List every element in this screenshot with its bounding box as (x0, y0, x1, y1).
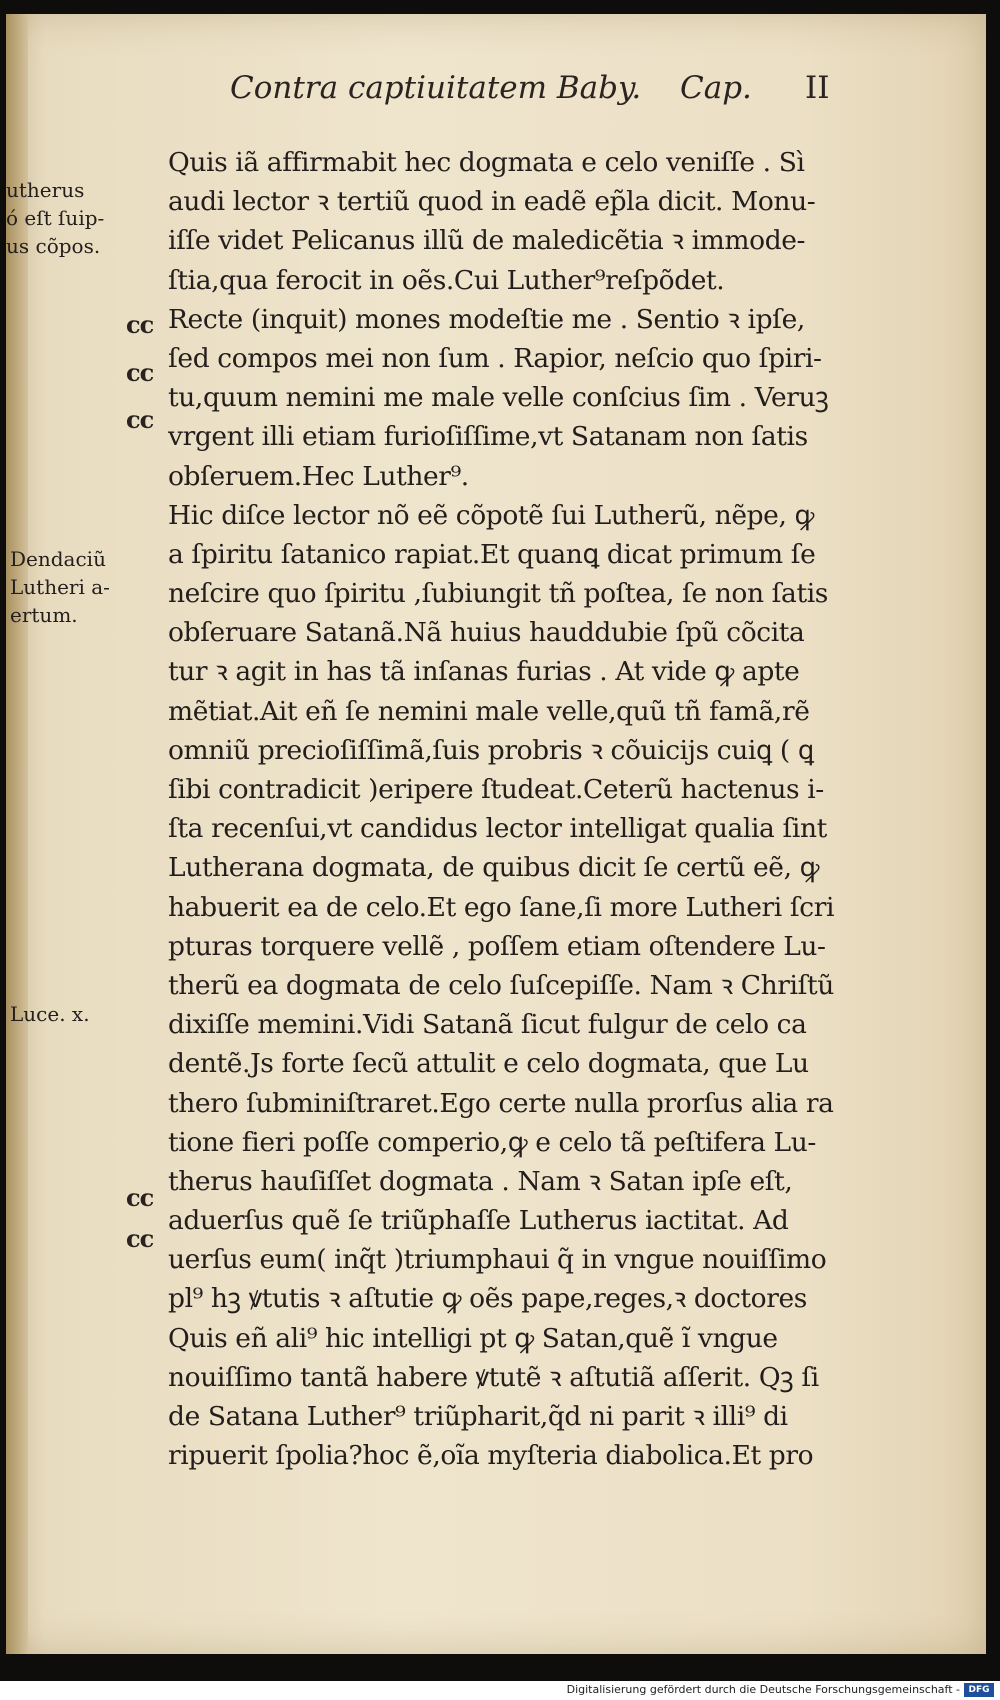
text-line: Lutherana dogmata, de quibus dicit ſe certũ eẽ, ꝙ (168, 852, 820, 884)
text-line: ſibi contradicit )eripere ſtudeat.Ceterũ hactenus i- (168, 774, 824, 805)
text-line: Recte (inquit) mones modeſtie me . Sentio ꝛ ipſe, (168, 303, 805, 335)
text-line: nouiſſimo tantã habere ꝟtutẽ ꝛ aſtutiã aſſerit. Qꝫ ſi (168, 1361, 819, 1393)
margin-note-line: Luce. x. (10, 1002, 90, 1026)
text-line: thero ſubminiſtraret.Ego certe nulla prorſus alia ra (168, 1087, 834, 1119)
text-line: ſtia,qua ferocit in oẽs.Cui Luther⁹reſpõdet. (168, 264, 725, 296)
text-line: tu,quum nemini me male velle conſcius ſim . Veruꝫ (168, 382, 829, 414)
quotation-mark: cc (126, 405, 154, 434)
text-line: Hic diſce lector nõ eẽ cõpotẽ ſui Lutherũ, nẽpe, ꝙ (168, 499, 815, 531)
funding-credit: Digitalisierung gefördert durch die Deutsche Forschungsgemeinschaft - (566, 1683, 960, 1696)
page-number: II (805, 70, 830, 106)
text-line: aduerſus quẽ ſe triũphaſſe Lutherus iactitat. Ad (168, 1205, 789, 1237)
margin-note-line: ertum. (10, 603, 78, 627)
margin-note-line: us cõpos. (6, 234, 101, 258)
running-head-title: Contra captiuitatem Baby. (230, 70, 642, 106)
text-line: therus hauſiſſet dogmata . Nam ꝛ Satan ipſe eſt, (168, 1165, 793, 1197)
text-line: tione fieri poſſe comperio,ꝙ e celo tã peſtifera Lu- (168, 1126, 816, 1158)
text-line: ſed compos mei non ſum . Rapior, neſcio quo ſpiri- (168, 342, 822, 374)
text-line: tur ꝛ agit in has tã inſanas furias . At vide ꝙ apte (168, 656, 800, 688)
margin-note-line: Dendaciũ (10, 547, 106, 571)
text-line: omniũ precioſiſſimã,ſuis probris ꝛ cõuicijs cuiꝗ ( ꝗ (168, 734, 814, 766)
body-text (168, 143, 948, 1475)
text-line: ripuerit ſpolia?hoc ẽ,oĩa myſteria diabolica.Et pro (168, 1440, 814, 1472)
margin-note-line: ó eſt ſuip- (6, 206, 105, 230)
text-line: Quis iã affirmabit hec dogmata e celo veniſſe . Sì (168, 147, 805, 178)
text-line: obſeruem.Hec Luther⁹. (168, 460, 469, 492)
dfg-logo: DFG (964, 1683, 994, 1697)
text-line: iſſe videt Pelicanus illũ de maledicẽtia ꝛ immode- (168, 225, 806, 257)
digitization-footer (0, 1681, 1000, 1700)
text-line: dentẽ.Js forte ſecũ attulit e celo dogmata, que Lu (168, 1048, 809, 1080)
margin-note-lutherus-est-sui-compos (6, 176, 104, 260)
text-line: ſta recenſui,vt candidus lector intelligat qualia ſint (168, 813, 827, 845)
quotation-mark: cc (126, 358, 154, 387)
text-line: audi lector ꝛ tertiũ quod in eadẽ ep̃la dicit. Monu- (168, 186, 816, 218)
margin-note-luce (10, 1000, 90, 1028)
running-head-chapter: Cap. (680, 70, 752, 106)
quotation-mark: cc (126, 310, 154, 339)
text-line: pturas torquere vellẽ , poſſem etiam oſtendere Lu- (168, 930, 826, 962)
text-line: mẽtiat.Ait eñ ſe nemini male velle,quũ tñ famã,rẽ (168, 695, 810, 727)
text-line: therũ ea dogmata de celo ſuſcepiſſe. Nam ꝛ Chriſtũ (168, 969, 834, 1001)
text-line: habuerit ea de celo.Et ego ſane,ſi more Lutheri ſcri (168, 891, 835, 923)
text-line: uerſus eum( inq̃t )triumphaui q̃ in vngue nouiſſimo (168, 1244, 827, 1276)
text-line: vrgent illi etiam furioſiſſime,vt Satanam non ſatis (168, 421, 808, 453)
text-line: neſcire quo ſpiritu ,ſubiungit tñ poſtea, ſe non ſatis (168, 578, 828, 610)
text-line: Quis eñ ali⁹ hic intelligi pt ꝙ Satan,quẽ ĩ vngue (168, 1322, 778, 1354)
page-gutter (6, 14, 28, 1654)
text-line: dixiſſe memini.Vidi Satanã ſicut fulgur de celo ca (168, 1009, 807, 1041)
text-line: obſeruare Satanã.Nã huius hauddubie ſpũ cõcita (168, 617, 805, 649)
margin-note-mendacium-lutheri (10, 545, 110, 629)
text-line: de Satana Luther⁹ triũpharit,q̃d ni parit ꝛ illi⁹ di (168, 1401, 788, 1432)
margin-note-line: Lutheri a- (10, 575, 110, 599)
margin-note-line: utherus (6, 178, 85, 202)
text-line: a ſpiritu ſatanico rapiat.Et quanꝗ dicat primum ſe (168, 538, 816, 570)
quotation-mark: cc (126, 1183, 154, 1212)
text-line: pl⁹ hꝫ ꝟtutis ꝛ aſtutie ꝙ oẽs pape,reges,ꝛ doctores (168, 1283, 807, 1315)
quotation-mark: cc (126, 1224, 154, 1253)
